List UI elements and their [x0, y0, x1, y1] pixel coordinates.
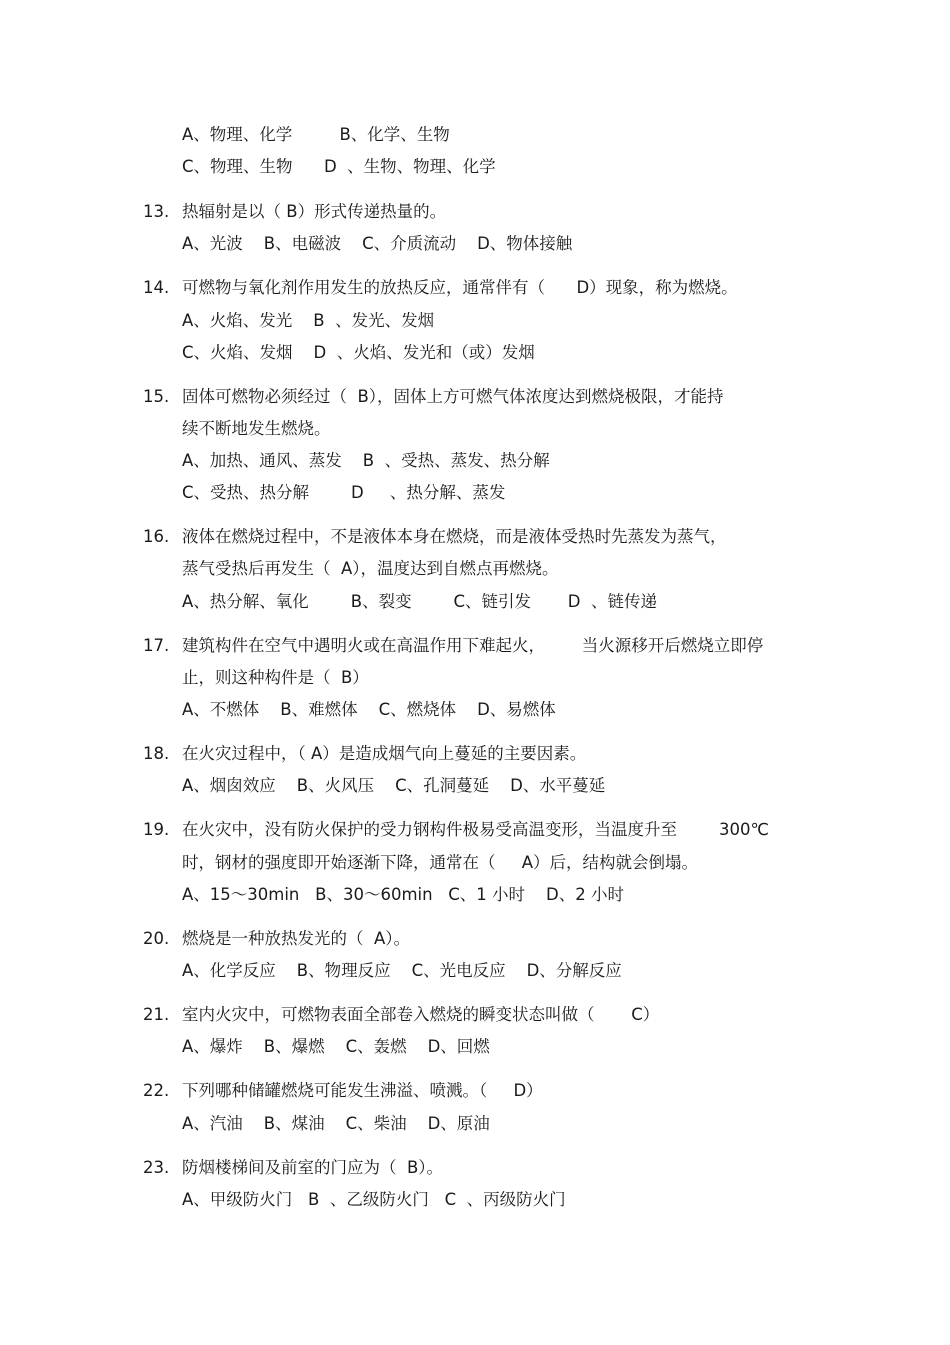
option-line: C、受热、热分解 D 、热分解、蒸发	[182, 483, 506, 502]
option-line: A、火焰、发光 B 、发光、发烟	[182, 311, 435, 330]
question-number: 18.	[143, 744, 170, 763]
question-number: 23.	[143, 1158, 170, 1177]
option-line: A、爆炸 B、爆燃 C、轰燃 D、回燃	[182, 1037, 490, 1056]
option-line: A、不燃体 B、难燃体 C、燃烧体 D、易燃体	[182, 700, 556, 719]
question-text: 时，钢材的强度即开始逐渐下降，通常在（ A）后，结构就会倒塌。	[182, 853, 699, 872]
option-line: A、热分解、氧化 B、裂变 C、链引发 D 、链传递	[182, 592, 657, 611]
option-line: A、物理、化学 B、化学、生物	[182, 125, 450, 144]
question-number: 21.	[143, 1005, 170, 1024]
question-text: 在火灾过程中，（ A）是造成烟气向上蔓延的主要因素。	[182, 744, 587, 763]
question-number: 17.	[143, 636, 170, 655]
question-text: 防烟楼梯间及前室的门应为（ B）。	[182, 1158, 444, 1177]
question-number: 20.	[143, 929, 170, 948]
option-line: A、甲级防火门 B 、乙级防火门 C 、丙级防火门	[182, 1190, 566, 1209]
question-text: 固体可燃物必须经过（ B），固体上方可燃气体浓度达到燃烧极限，才能持	[182, 387, 724, 406]
option-line: A、烟囱效应 B、火风压 C、孔洞蔓延 D、水平蔓延	[182, 776, 606, 795]
question-text: 止，则这种构件是（ B）	[182, 668, 369, 687]
question-text: 室内火灾中，可燃物表面全部卷入燃烧的瞬变状态叫做（ C）	[182, 1005, 660, 1024]
question-number: 14.	[143, 278, 170, 297]
option-line: C、火焰、发烟 D 、火焰、发光和（或）发烟	[182, 343, 535, 362]
question-number: 15.	[143, 387, 170, 406]
option-line: A、汽油 B、煤油 C、柴油 D、原油	[182, 1114, 490, 1133]
question-number: 16.	[143, 527, 170, 546]
option-line: A、光波 B、电磁波 C、介质流动 D、物体接触	[182, 234, 573, 253]
question-number: 22.	[143, 1081, 170, 1100]
question-text: 液体在燃烧过程中，不是液体本身在燃烧，而是液体受热时先蒸发为蒸气，	[182, 527, 727, 546]
option-line: A、15～30min B、30～60min C、1 小时 D、2 小时	[182, 885, 624, 904]
option-line: A、化学反应 B、物理反应 C、光电反应 D、分解反应	[182, 961, 622, 980]
question-text: 可燃物与氧化剂作用发生的放热反应，通常伴有（ D）现象，称为燃烧。	[182, 278, 738, 297]
question-text: 在火灾中，没有防火保护的受力钢构件极易受高温变形，当温度升至 300℃	[182, 820, 769, 839]
question-text: 热辐射是以（ B）形式传递热量的。	[182, 202, 447, 221]
question-text: 燃烧是一种放热发光的（ A）。	[182, 929, 411, 948]
option-line: C、物理、生物 D 、生物、物理、化学	[182, 157, 496, 176]
question-text: 蒸气受热后再发生（ A），温度达到自燃点再燃烧。	[182, 559, 559, 578]
question-text: 建筑构件在空气中遇明火或在高温作用下难起火， 当火源移开后燃烧立即停	[182, 636, 764, 655]
question-number: 19.	[143, 820, 170, 839]
question-text: 续不断地发生燃烧。	[182, 419, 331, 438]
option-line: A、加热、通风、蒸发 B 、受热、蒸发、热分解	[182, 451, 550, 470]
question-text: 下列哪种储罐燃烧可能发生沸溢、喷溅。（ D）	[182, 1081, 543, 1100]
question-number: 13.	[143, 202, 170, 221]
